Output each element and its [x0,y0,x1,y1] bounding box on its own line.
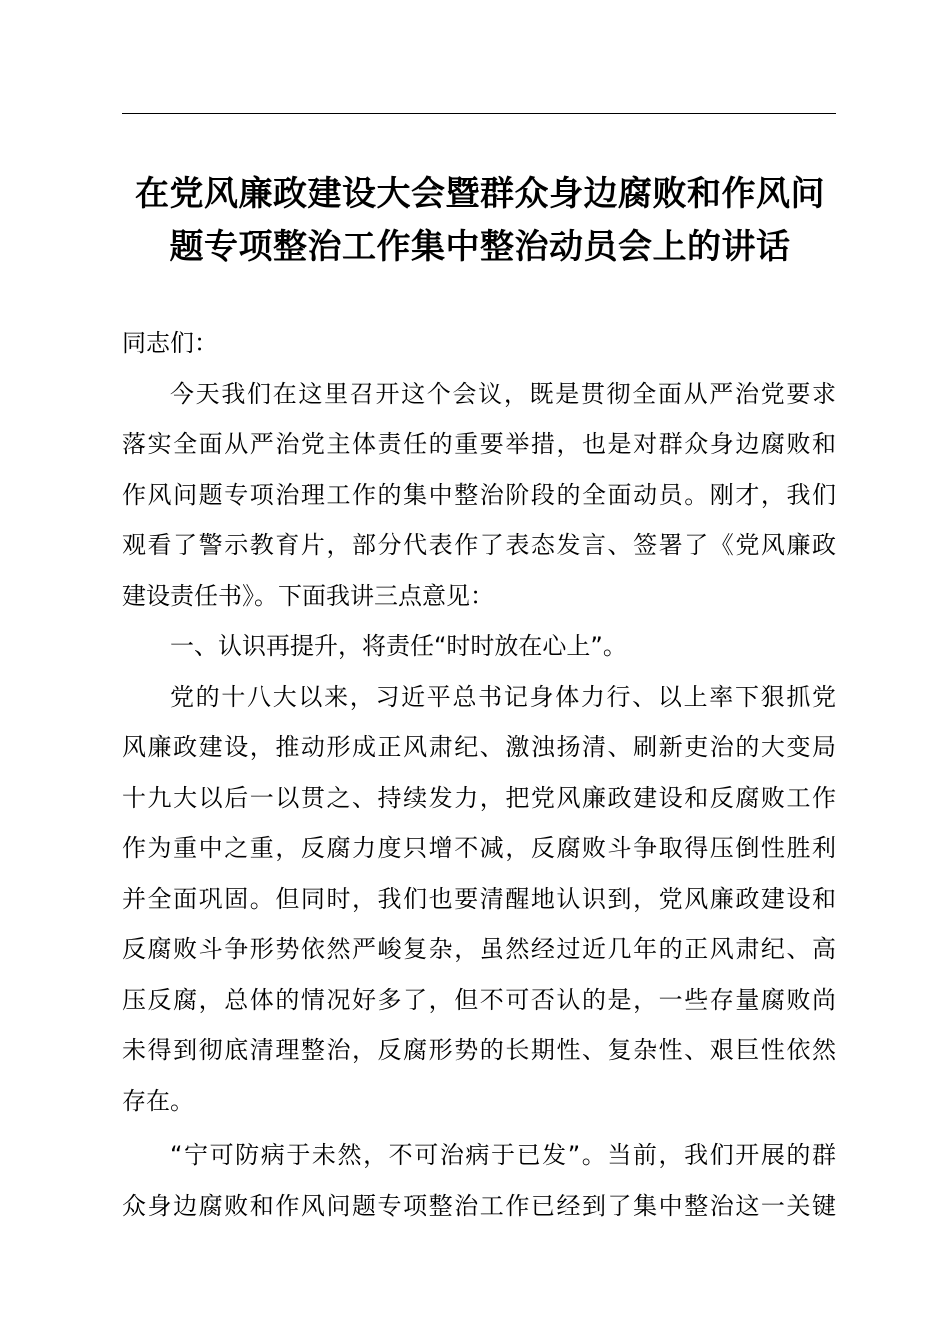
title-line-2: 题专项整治工作集中整治动员会上的讲话 [169,227,791,267]
title-line-1: 在党风廉政建设大会暨群众身边腐败和作风问 [135,174,825,214]
paragraph-1-line: 今天我们在这里召开这个会议，既是贯彻全面从严治党要求 [170,379,836,408]
paragraph-2-line: 并全面巩固。但同时，我们也要清醒地认识到，党风廉政建设和 [122,884,836,913]
salutation: 同志们： [122,329,218,357]
paragraph-2-line: 压反腐，总体的情况好多了，但不可否认的是，一些存量腐败尚 [122,985,836,1014]
section-heading-1: 一、认识再提升，将责任“时时放在心上”。 [170,632,627,660]
paragraph-1-line: 作风问题专项治理工作的集中整治阶段的全面动员。刚才，我们 [122,480,836,509]
header-rule [122,113,836,114]
paragraph-2-line: 作为重中之重，反腐力度只增不减，反腐败斗争取得压倒性胜利 [122,834,836,862]
paragraph-2-line: 风廉政建设，推动形成正风肃纪、激浊扬清、刷新吏治的大变局 [122,733,836,761]
paragraph-2-line: 未得到彻底清理整治，反腐形势的长期性、复杂性、艰巨性依然 [122,1036,836,1064]
document-title [100,168,860,274]
paragraph-2-line: 十九大以后一以贯之、持续发力，把党风廉政建设和反腐败工作 [122,783,836,812]
paragraph-2-line: 存在。 [122,1086,194,1115]
paragraph-3-line: 众身边腐败和作风问题专项整治工作已经到了集中整治这一关键 [122,1191,836,1220]
paragraph-1-line: 落实全面从严治党主体责任的重要举措，也是对群众身边腐败和 [122,430,836,458]
paragraph-2-line: 党的十八大以来，习近平总书记身体力行、以上率下狠抓党 [170,682,836,711]
document-body [122,318,836,1231]
paragraph-3-line: “宁可防病于未然，不可治病于已发”。当前，我们开展的群 [170,1141,836,1169]
paragraph-1-line: 观看了警示教育片，部分代表作了表态发言、签署了《党风廉政 [122,531,836,559]
paragraph-2-line: 反腐败斗争形势依然严峻复杂，虽然经过近几年的正风肃纪、高 [122,935,836,963]
paragraph-1-line: 建设责任书》。下面我讲三点意见： [122,581,494,610]
